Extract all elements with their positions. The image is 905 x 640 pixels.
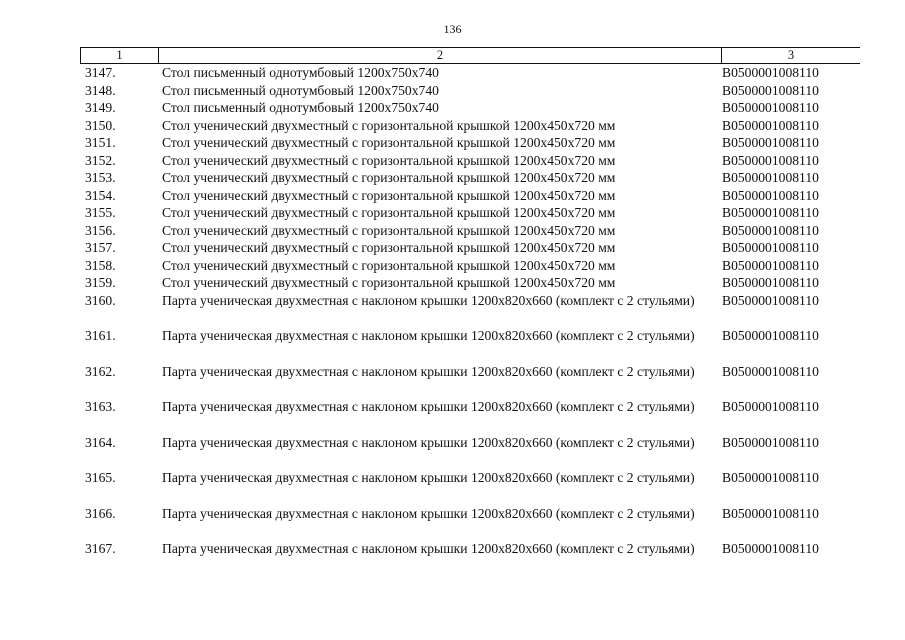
row-number: 3164.	[85, 434, 116, 450]
row-code: В0500001008110	[722, 100, 819, 115]
table-row	[80, 292, 860, 328]
table-row	[80, 222, 860, 240]
table-row	[80, 99, 860, 117]
row-code: В0500001008110	[722, 257, 819, 273]
row-number: 3159.	[85, 275, 116, 290]
row-code: В0500001008110	[722, 434, 819, 450]
row-number: 3162.	[85, 363, 116, 379]
table-row	[80, 64, 860, 82]
row-item-name: Стол ученический двухместный с горизонтальной крышкой 1200х450х720 мм	[162, 240, 616, 255]
table-row	[80, 469, 860, 505]
table-row	[80, 434, 860, 470]
row-code: В0500001008110	[722, 541, 819, 556]
row-number: 3152.	[85, 152, 116, 168]
row-code: В0500001008110	[722, 505, 819, 521]
table-row	[80, 257, 860, 275]
row-code: В0500001008110	[722, 135, 819, 150]
page-number: 136	[443, 22, 462, 36]
table-row	[80, 327, 860, 363]
row-code: В0500001008110	[722, 292, 819, 308]
row-number: 3165.	[85, 470, 116, 485]
row-item-name: Парта ученическая двухместная с наклоном крышки 1200х820х660 (комплект с 2 стульями)	[162, 505, 695, 521]
table-row	[80, 505, 860, 541]
row-number: 3155.	[85, 205, 116, 220]
table-row	[80, 152, 860, 170]
row-number: 3154.	[85, 187, 116, 203]
table-row	[80, 398, 860, 434]
row-item-name: Стол ученический двухместный с горизонтальной крышкой 1200х450х720 мм	[162, 205, 616, 220]
table-row	[80, 169, 860, 187]
row-number: 3160.	[85, 292, 116, 308]
column-header-2: 2	[159, 48, 722, 63]
table-row	[80, 239, 860, 257]
row-item-name: Стол письменный однотумбовый 1200х750х740	[162, 82, 439, 98]
column-header-3: 3	[787, 48, 795, 62]
row-item-name: Стол письменный однотумбовый 1200х750х740	[162, 100, 439, 115]
row-number: 3147.	[85, 65, 116, 80]
table-row	[80, 274, 860, 292]
row-code: В0500001008110	[722, 363, 819, 379]
table-header	[80, 47, 860, 64]
row-item-name: Парта ученическая двухместная с наклоном крышки 1200х820х660 (комплект с 2 стульями)	[162, 470, 695, 485]
row-code: В0500001008110	[722, 187, 819, 203]
row-code: В0500001008110	[722, 470, 819, 485]
row-code: В0500001008110	[722, 328, 819, 343]
row-number: 3156.	[85, 222, 116, 238]
row-item-name: Парта ученическая двухместная с наклоном крышки 1200х820х660 (комплект с 2 стульями)	[162, 541, 695, 556]
row-code: В0500001008110	[722, 82, 819, 98]
row-item-name: Парта ученическая двухместная с наклоном крышки 1200х820х660 (комплект с 2 стульями)	[162, 328, 695, 343]
row-code: В0500001008110	[722, 117, 819, 133]
row-code: В0500001008110	[722, 399, 819, 414]
row-item-name: Парта ученическая двухместная с наклоном крышки 1200х820х660 (комплект с 2 стульями)	[162, 292, 695, 308]
document-table	[80, 47, 860, 576]
row-item-name: Стол ученический двухместный с горизонтальной крышкой 1200х450х720 мм	[162, 170, 616, 185]
row-number: 3167.	[85, 541, 116, 556]
row-number: 3166.	[85, 505, 116, 521]
table-body	[80, 64, 860, 576]
row-item-name: Парта ученическая двухместная с наклоном крышки 1200х820х660 (комплект с 2 стульями)	[162, 363, 695, 379]
table-row	[80, 204, 860, 222]
table-row	[80, 540, 860, 576]
row-item-name: Стол ученический двухместный с горизонтальной крышкой 1200х450х720 мм	[162, 152, 616, 168]
table-row	[80, 134, 860, 152]
row-item-name: Стол ученический двухместный с горизонтальной крышкой 1200х450х720 мм	[162, 117, 616, 133]
row-item-name: Парта ученическая двухместная с наклоном крышки 1200х820х660 (комплект с 2 стульями)	[162, 434, 695, 450]
table-row	[80, 187, 860, 205]
row-code: В0500001008110	[722, 152, 819, 168]
table-row	[80, 117, 860, 135]
row-number: 3157.	[85, 240, 116, 255]
row-code: В0500001008110	[722, 65, 819, 80]
row-number: 3163.	[85, 399, 116, 414]
table-row	[80, 82, 860, 100]
row-number: 3150.	[85, 117, 116, 133]
row-item-name: Стол ученический двухместный с горизонтальной крышкой 1200х450х720 мм	[162, 222, 616, 238]
row-code: В0500001008110	[722, 205, 819, 220]
row-number: 3151.	[85, 135, 116, 150]
row-number: 3153.	[85, 170, 116, 185]
row-item-name: Стол ученический двухместный с горизонтальной крышкой 1200х450х720 мм	[162, 187, 616, 203]
row-code: В0500001008110	[722, 222, 819, 238]
row-code: В0500001008110	[722, 240, 819, 255]
row-code: В0500001008110	[722, 170, 819, 185]
row-item-name: Стол письменный однотумбовый 1200х750х740	[162, 65, 439, 80]
row-item-name: Стол ученический двухместный с горизонтальной крышкой 1200х450х720 мм	[162, 257, 616, 273]
column-header-1: 1	[80, 48, 159, 63]
row-code: В0500001008110	[722, 275, 819, 290]
row-number: 3149.	[85, 100, 116, 115]
table-row	[80, 363, 860, 399]
row-item-name: Стол ученический двухместный с горизонтальной крышкой 1200х450х720 мм	[162, 135, 616, 150]
row-item-name: Стол ученический двухместный с горизонтальной крышкой 1200х450х720 мм	[162, 275, 616, 290]
row-item-name: Парта ученическая двухместная с наклоном крышки 1200х820х660 (комплект с 2 стульями)	[162, 399, 695, 414]
row-number: 3161.	[85, 328, 116, 343]
row-number: 3148.	[85, 82, 116, 98]
row-number: 3158.	[85, 257, 116, 273]
